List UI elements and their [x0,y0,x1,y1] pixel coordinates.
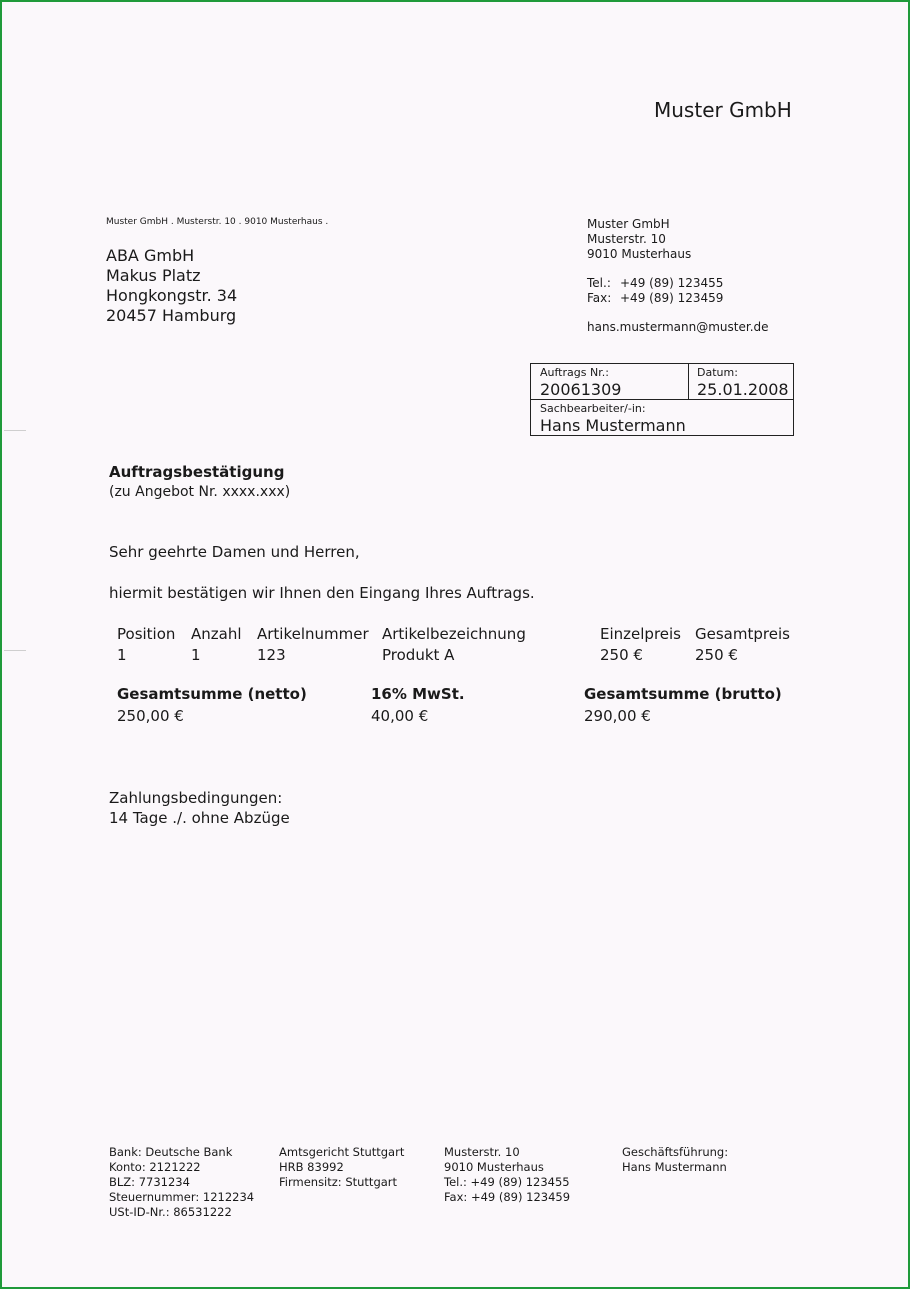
table-cell-article-number: 123 [257,646,286,664]
vat-value: 40,00 € [371,707,429,725]
col-header-quantity: Anzahl [191,625,242,643]
clerk-value: Hans Mustermann [540,416,686,435]
table-cell-article-name: Produkt A [382,646,455,664]
footer-hrb: HRB 83992 [279,1160,344,1174]
payment-terms-label: Zahlungsbedingungen: [109,789,283,807]
salutation: Sehr geehrte Damen und Herren, [109,543,360,561]
document-title: Auftragsbestätigung [109,463,285,481]
sender-return-line: Muster GmbH . Musterstr. 10 . 9010 Musterhaus . [106,217,329,227]
table-cell-position: 1 [117,646,127,664]
footer-address-info [444,1145,570,1205]
col-header-unit-price: Einzelpreis [600,625,681,643]
clerk-label: Sachbearbeiter/-in: [540,402,646,415]
footer-blz: BLZ: 7731234 [109,1175,190,1189]
order-number-label: Auftrags Nr.: [540,366,609,379]
net-total-label: Gesamtsumme (netto) [117,685,307,703]
company-title: Muster GmbH [654,98,792,122]
recipient-street: Hongkongstr. 34 [106,286,238,305]
footer-management-info [622,1145,728,1175]
sender-phone [587,276,769,291]
order-number-value: 20061309 [540,380,622,399]
phone-label: Tel.: [587,276,611,290]
footer-phone: Tel.: +49 (89) 123455 [444,1175,570,1189]
sender-fax [587,291,769,306]
sender-street: Musterstr. 10 [587,232,666,246]
recipient-city: 20457 Hamburg [106,306,237,325]
sender-address [587,217,769,335]
footer-court: Amtsgericht Stuttgart [279,1145,405,1159]
order-date-cell [689,364,793,400]
order-date-value: 25.01.2008 [697,380,789,399]
table-cell-unit-price: 250 € [600,646,643,664]
net-total-value: 250,00 € [117,707,184,725]
document-subtitle: (zu Angebot Nr. xxxx.xxx) [109,484,291,500]
footer-street: Musterstr. 10 [444,1145,520,1159]
vat-label: 16% MwSt. [371,685,465,703]
recipient-company: ABA GmbH [106,246,195,265]
clerk-cell [531,400,793,435]
gross-total-label: Gesamtsumme (brutto) [584,685,782,703]
footer-bank: Bank: Deutsche Bank [109,1145,233,1159]
table-cell-total-price: 250 € [695,646,738,664]
footer-court-info [279,1145,404,1190]
punch-mark [4,650,26,651]
fax-label: Fax: [587,291,612,305]
fax-value: +49 (89) 123459 [620,291,724,305]
footer-management-name: Hans Mustermann [622,1160,727,1174]
recipient-person: Makus Platz [106,266,201,285]
footer-bank-info [109,1145,254,1220]
footer-account: Konto: 2121222 [109,1160,201,1174]
order-number-cell [531,364,689,400]
order-info-box [530,363,794,436]
footer-management-label: Geschäftsführung: [622,1145,729,1159]
fold-mark [4,430,26,431]
col-header-article-name: Artikelbezeichnung [382,625,526,643]
footer-registered-office: Firmensitz: Stuttgart [279,1175,398,1189]
footer-fax: Fax: +49 (89) 123459 [444,1190,571,1204]
sender-name: Muster GmbH [587,217,670,231]
footer-city: 9010 Musterhaus [444,1160,544,1174]
phone-value: +49 (89) 123455 [620,276,724,290]
footer-tax-number: Steuernummer: 1212234 [109,1190,255,1204]
col-header-article-number: Artikelnummer [257,625,369,643]
recipient-address [106,246,237,326]
payment-terms-value: 14 Tage ./. ohne Abzüge [109,809,290,827]
intro-text: hiermit bestätigen wir Ihnen den Eingang Ihres Auftrags. [109,584,535,602]
order-date-label: Datum: [697,366,738,379]
sender-city: 9010 Musterhaus [587,247,692,261]
gross-total-value: 290,00 € [584,707,651,725]
sender-email: hans.mustermann@muster.de [587,320,769,334]
table-cell-quantity: 1 [191,646,201,664]
col-header-total-price: Gesamtpreis [695,625,790,643]
footer-vat-id: USt-ID-Nr.: 86531222 [109,1205,232,1219]
col-header-position: Position [117,625,176,643]
